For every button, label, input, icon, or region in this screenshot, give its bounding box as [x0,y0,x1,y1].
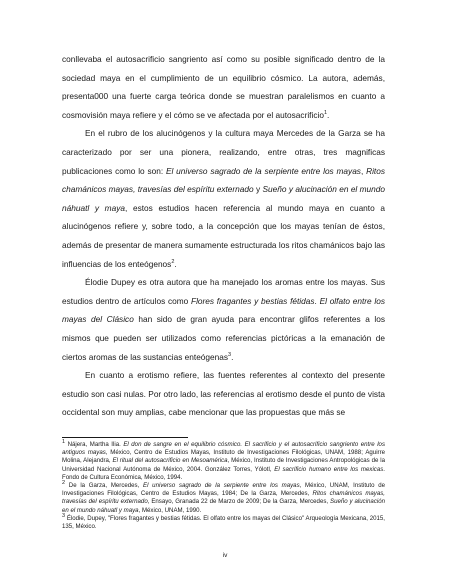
footnote-2 [62,479,386,515]
footnote-separator [62,437,188,438]
text-run: En cuanto a erotismo refiere, las fuentes referentes al contexto del presente estudio son casi nulas. Por otro lado, las referencias al erotismo desde el punto de vista occidental son muy amplias, cabe mencionar que las propuestas que más se [62,370,385,418]
book-title: El don de sangre en el equilibrio cósmico. El sacrificio y el autosacrificio sangriento entre los antiguos mayas [62,441,385,457]
text-run: Élodie Dupey es otra autora que ha manejado los aromas entre los mayas. Sus estudios dentro de artículos como [62,277,385,306]
text-run: , [360,165,367,176]
footnote-number: 1 [62,438,66,445]
footnote-ref-1[interactable]: 1 [323,110,327,117]
text-run: , estos estudios hacen referencia al mundo maya en cuanto a alucinógenos refiere y, sobre todo, a la concepción que los mayas tenían de éstos, además de presentar de manera sumamente estructurada los ritos chamánicos bajo las influencias de los enteógenos [62,202,385,269]
footnote-ref-2[interactable]: 2 [171,258,175,265]
text-run: , México, UNAM, Instituto de Investigaciones Filológicas, Centro de Estudios Mayas, 1984; De la Garza, Mercedes, [62,482,386,498]
text-run: . [327,109,330,120]
paragraph-1 [62,50,385,124]
text-run: Élodie, Dupey, "Flores fragantes y bestias fétidas. El olfato entre los mayas del Clásico" Arqueología Mexicana, 2015, 135, México. [62,514,385,531]
paragraph-4 [62,366,385,422]
article-title: El olfato entre los mayas del Clásico [62,295,385,325]
text-run: . [314,295,320,306]
footnote-1 [62,438,385,482]
text-run: , México, Centro de Estudios Mayas, Instituto de Investigaciones Filológicas, UNAM, 1988; Aguirre Molina, Alejandra, [62,449,385,465]
text-run: En el rubro de los alucinógenos y la cultura maya Mercedes de la Garza se ha caracterizado por ser una pionera, realizando, entre otras, tres magnificas publicaciones como lo son: [62,128,385,176]
text-run: y [253,184,263,195]
text-run: , México, UNAM, 1990. [138,506,202,514]
book-title: Sueño y alucinación en el mundo náhuatl y maya [62,184,386,213]
book-title: El universo sagrado de la serpiente entre los mayas [143,482,300,490]
text-run: . Fondo de Cultura Económica, México, 1994. [62,465,385,481]
text-run: han sido de gran ayuda para encontrar glifos referentes a los mismos que pueden ser utilizados como referencias pictóricas a la emanación de ciertos aromas de las sustancias enteógenas [62,314,386,362]
text-run: De la Garza, Mercedes, [65,482,144,490]
article-title: Flores fragantes y bestias fétidas [191,295,315,306]
paragraph-2 [62,124,385,273]
paragraph-3 [62,273,385,366]
footnotes [62,438,386,531]
book-title: Sueño y alucinación en el mundo náhuatl y maya [62,498,386,514]
book-title: El ritual del autosacrificio en Mesoamérica [112,457,228,465]
book-title: El sacrificio humano entre los mexicas [274,465,384,473]
page-number: iv [222,552,228,559]
book-title: Ritos chamánicos mayas, travesías del espíritu externado [62,490,385,506]
text-run: Nájera, Martha Ilia. [65,441,124,448]
text-run: . [174,258,177,269]
footnote-3 [62,512,385,531]
body-text [62,50,385,422]
footnote-number: 2 [62,479,66,486]
text-run: . [231,351,234,362]
footnote-ref-3[interactable]: 3 [228,351,232,358]
text-run: , Ensayo, Granada 22 de Marzo de 2009; De la Garza, Mercedes, [147,498,330,506]
text-run: conllevaba el autosacrificio sangriento así como su posible significado dentro de la sociedad maya en el cumplimiento de un equilibrio cósmico. La autora, además, presenta000 una fuerte carga teórica donde se muestran paralelismos en cuanto a cosmovisión maya refiere y el cómo se ve afectada por el autosacrificio [62,54,385,120]
book-title: Ritos chamánicos mayas, travesías del espíritu externado [62,165,385,195]
text-run: , México, Instituto de Investigaciones Antropológicas de la Universidad Nacional Autónoma de México, 2004. González Torres, Yólotl, [62,457,385,473]
book-title: El universo sagrado de la serpiente entre los mayas [165,165,361,176]
footnote-number: 3 [62,512,66,519]
